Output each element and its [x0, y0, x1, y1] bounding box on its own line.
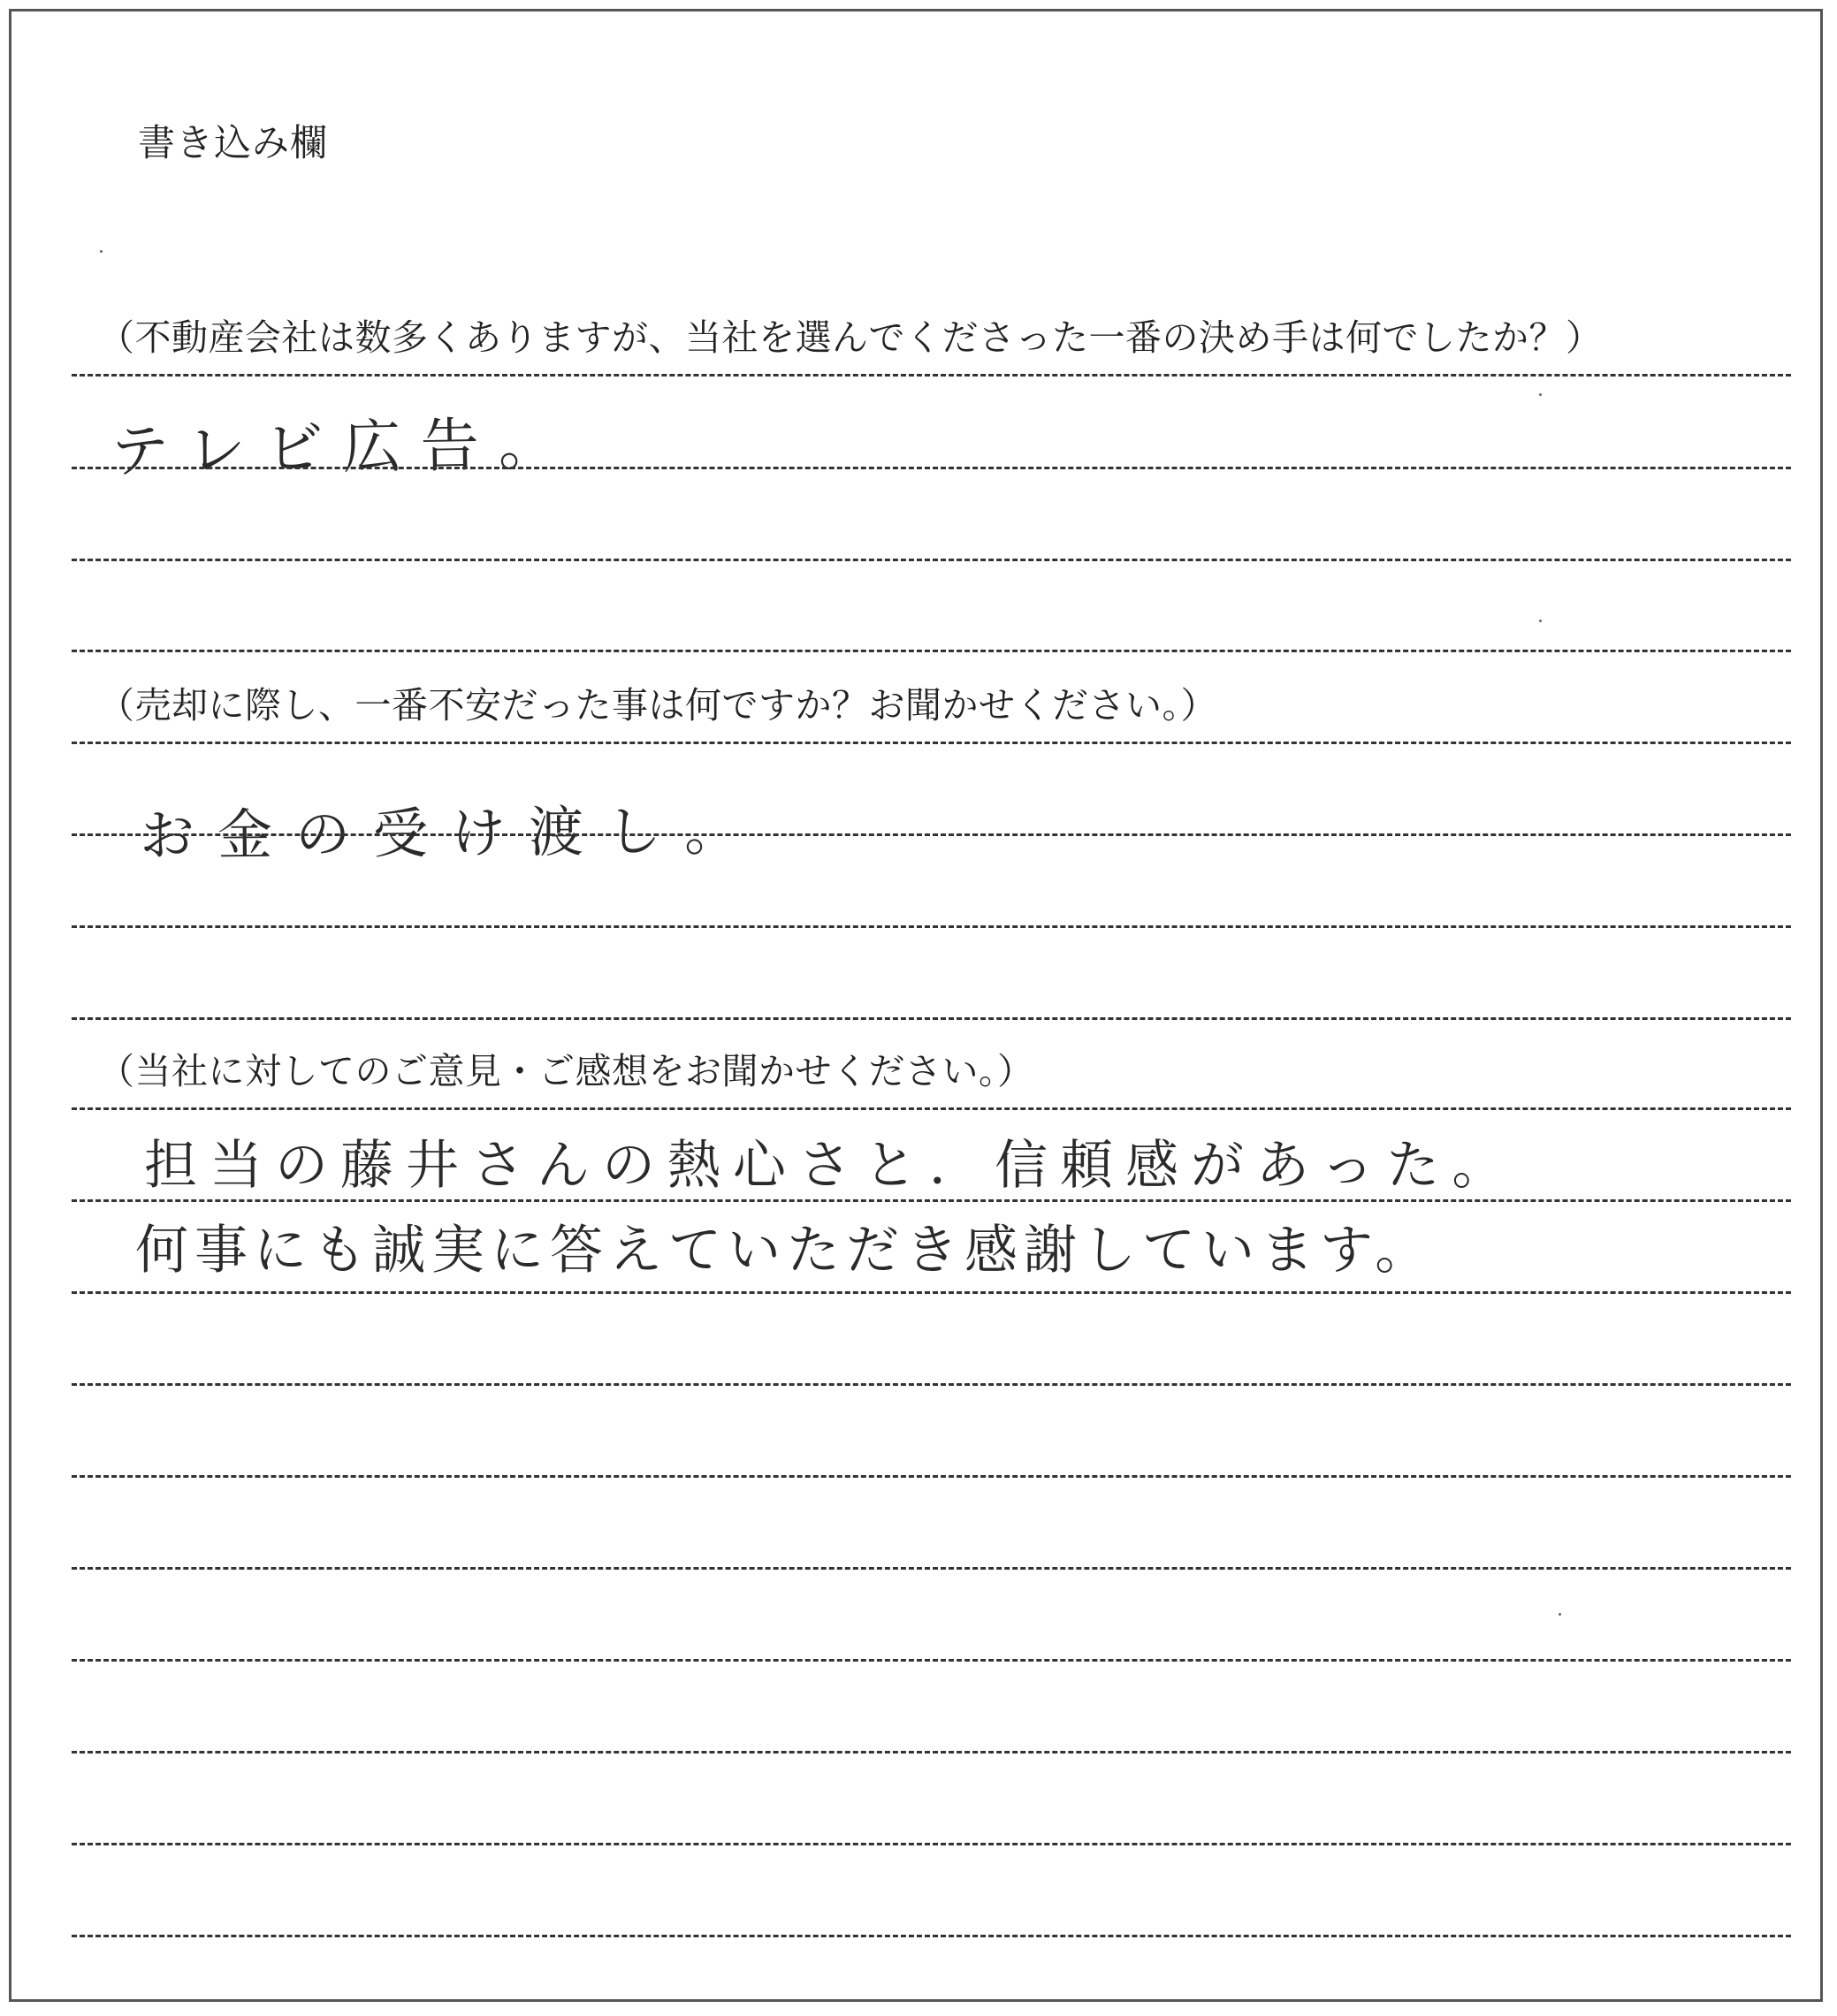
answer-line — [72, 833, 1791, 836]
scan-speck — [1559, 1613, 1561, 1616]
question-3: （当社に対してのご意見・ご感想をお聞かせください。） — [98, 1050, 1034, 1092]
answer-line — [72, 1475, 1791, 1478]
scan-speck — [1539, 620, 1542, 622]
feedback-form-sheet — [9, 9, 1823, 2002]
handwritten-answer-3-line-2: 何事にも誠実に答えていただき感謝しています。 — [135, 1220, 1435, 1282]
answer-line — [72, 925, 1791, 928]
handwritten-answer-2: お金の受け渡し。 — [139, 797, 763, 869]
answer-line — [72, 374, 1791, 377]
answer-line — [72, 1567, 1791, 1570]
answer-line — [72, 1383, 1791, 1386]
question-1: （不動産会社は数多くありますが、当社を選んでくださった一番の決め手は何でしたか？） — [98, 316, 1603, 359]
answer-line — [72, 1935, 1791, 1937]
scan-speck — [1539, 393, 1542, 396]
answer-line — [72, 467, 1791, 469]
handwritten-answer-1: テレビ広告。 — [110, 409, 577, 486]
answer-line — [72, 1017, 1791, 1020]
answer-line — [72, 1659, 1791, 1662]
question-2: （売却に際し、一番不安だった事は何ですか？お聞かせください。） — [98, 684, 1217, 727]
answer-line — [72, 650, 1791, 652]
answer-line — [72, 1107, 1791, 1110]
answer-line — [72, 559, 1791, 561]
scan-speck — [100, 250, 103, 253]
answer-line — [72, 1291, 1791, 1294]
handwritten-answer-3-line-1: 担当の藤井さんの熱心さと．信頼感があった。 — [144, 1135, 1518, 1197]
form-heading: 書き込み欄 — [138, 121, 329, 164]
answer-line — [72, 1843, 1791, 1845]
answer-line — [72, 1751, 1791, 1754]
answer-line — [72, 1199, 1791, 1202]
answer-line — [72, 742, 1791, 744]
